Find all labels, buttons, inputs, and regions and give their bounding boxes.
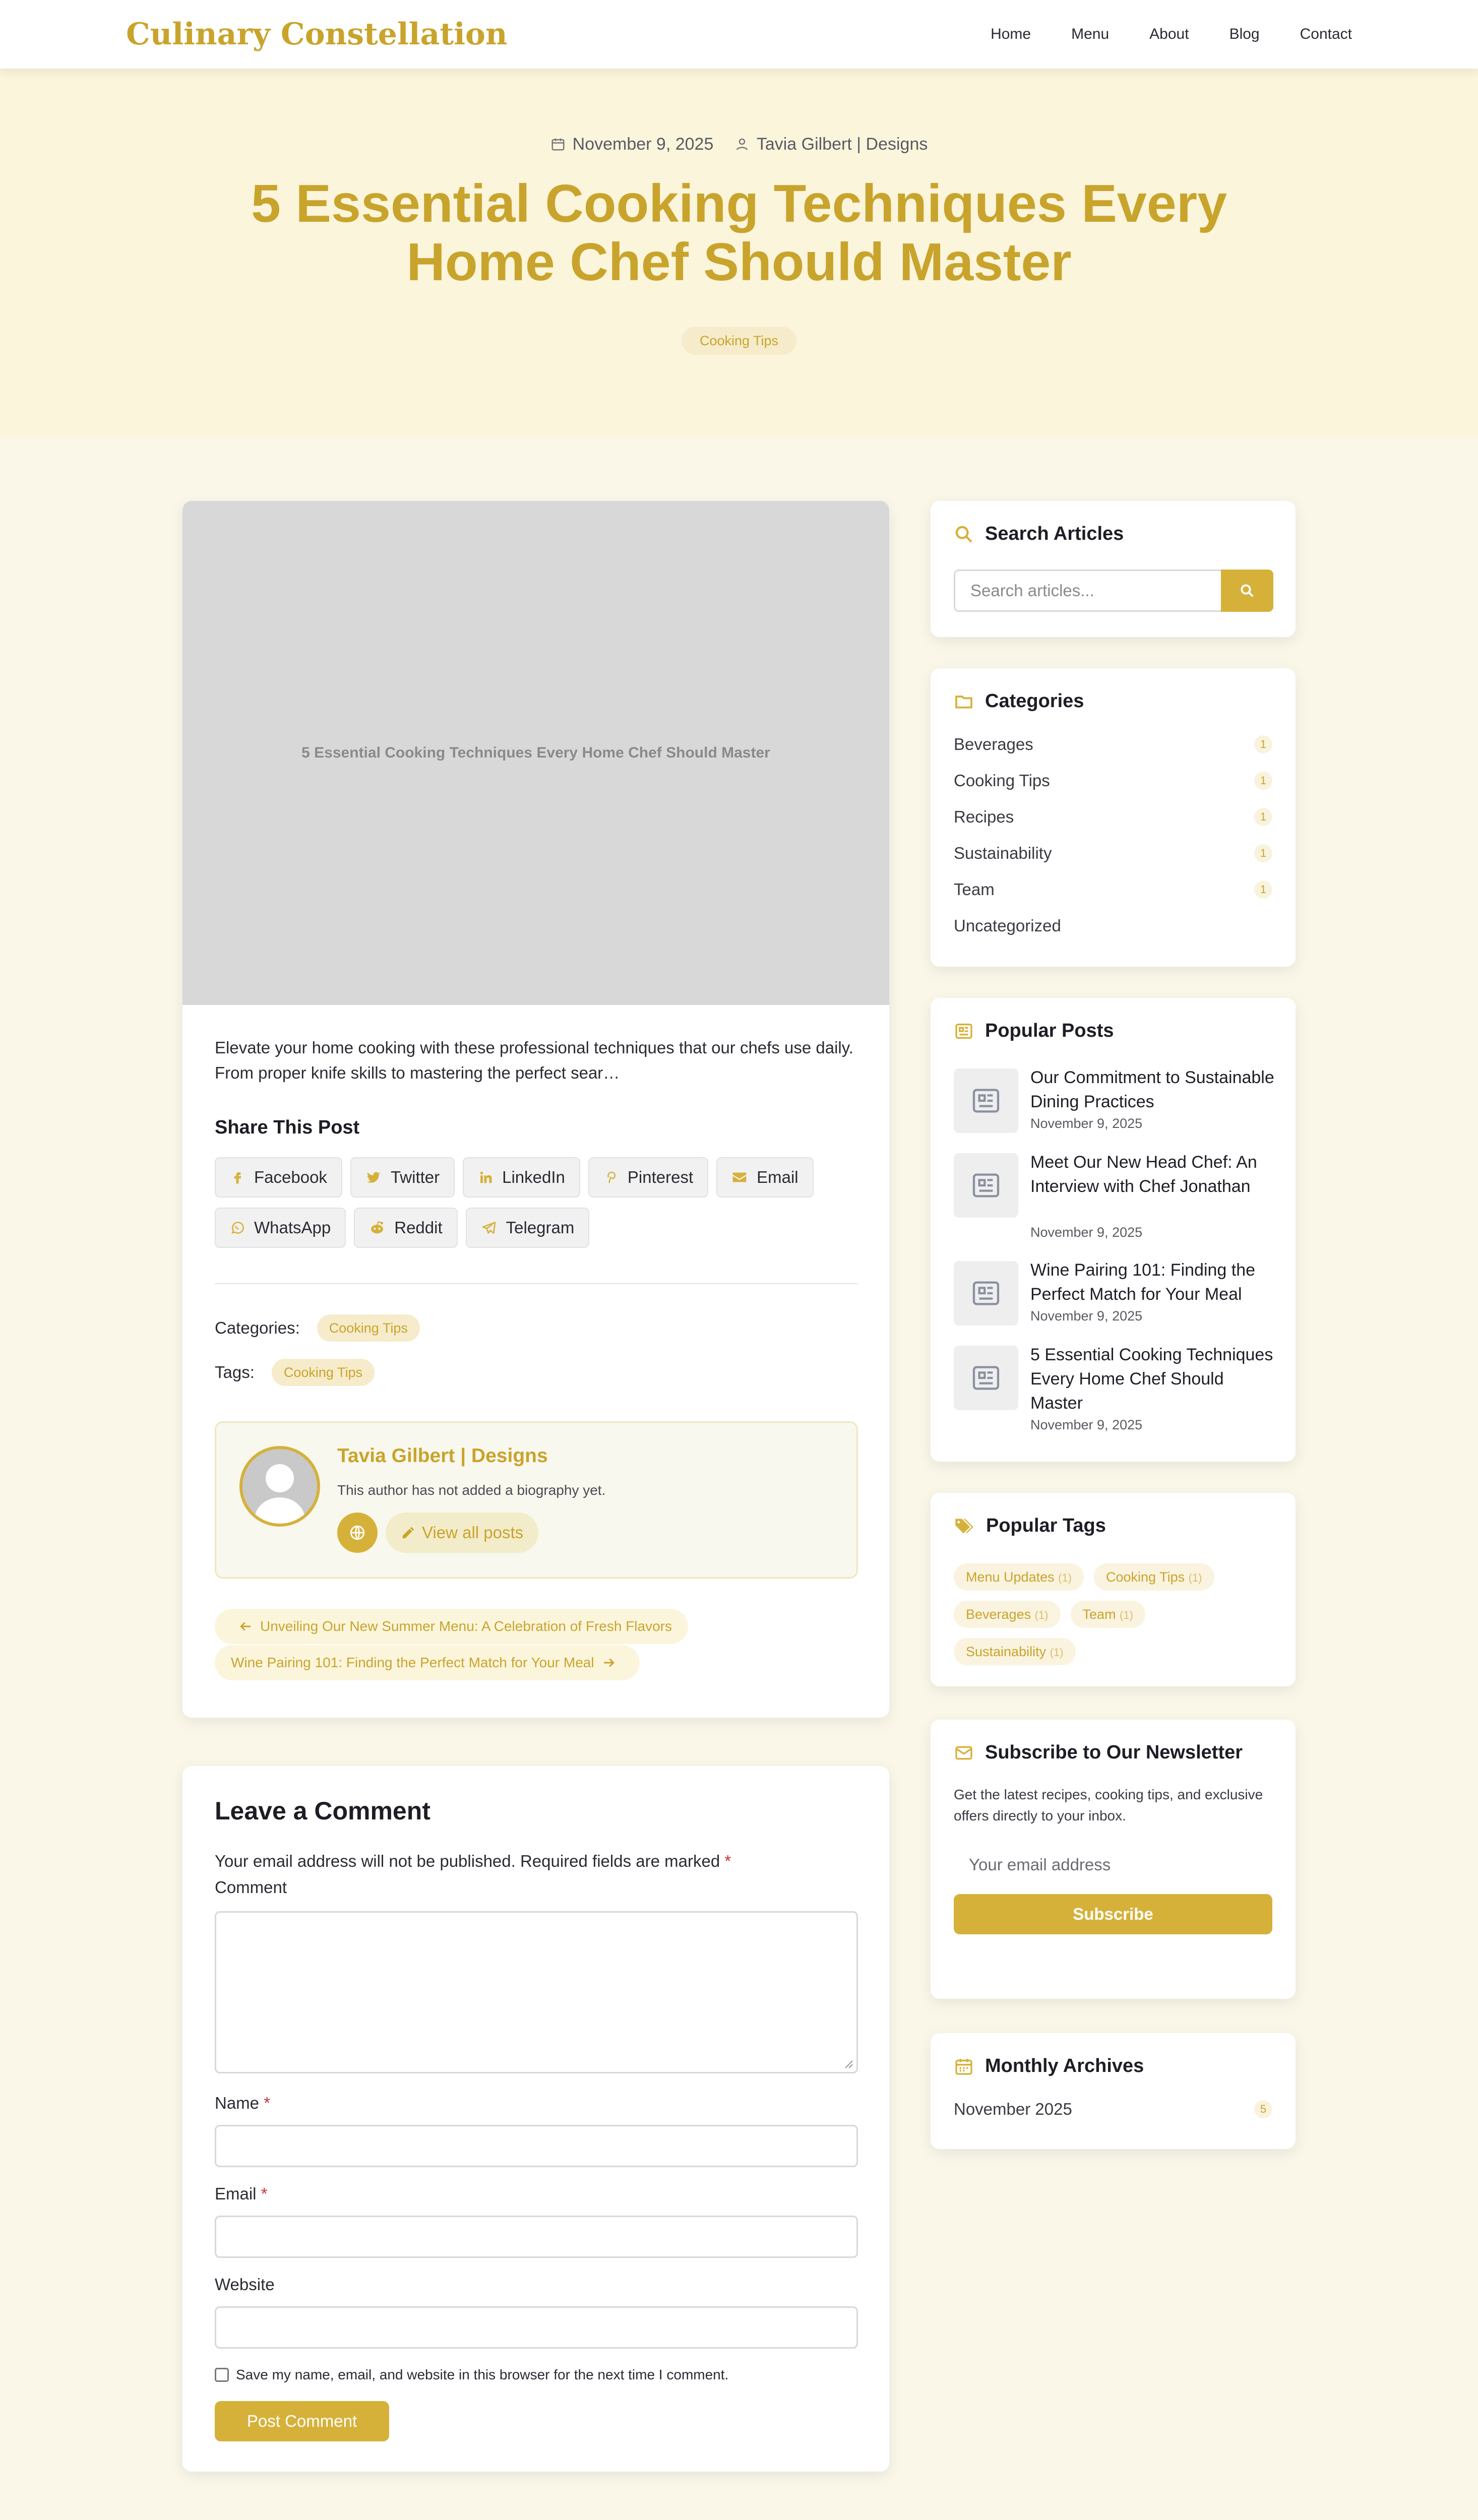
arrow-right-icon — [601, 1655, 617, 1670]
tag-item[interactable]: Beverages (1) — [954, 1601, 1061, 1628]
facebook-icon — [230, 1170, 245, 1185]
post-comment-button[interactable]: Post Comment — [215, 2401, 389, 2441]
newsletter-text: Get the latest recipes, cooking tips, and exclusive offers directly to your inbox. — [954, 1787, 1263, 1823]
search-button[interactable] — [1221, 570, 1273, 612]
author-website-button[interactable] — [337, 1513, 378, 1553]
category-item[interactable]: Recipes 1 — [954, 807, 1272, 827]
popular-tags-widget — [931, 1493, 1296, 1686]
view-all-posts-button[interactable]: View all posts — [386, 1513, 538, 1553]
categories-widget — [931, 668, 1296, 967]
nav-about[interactable]: About — [1149, 26, 1189, 42]
comment-form — [182, 1766, 889, 2472]
count-badge: 1 — [1254, 735, 1272, 753]
name-field[interactable] — [215, 2125, 858, 2167]
folder-icon — [954, 691, 974, 712]
website-label: Website — [215, 2275, 275, 2294]
comment-title: Leave a Comment — [215, 1797, 430, 1825]
share-pinterest-button[interactable]: Pinterest — [588, 1157, 708, 1198]
user-icon — [734, 137, 750, 152]
share-facebook-button[interactable]: Facebook — [215, 1157, 342, 1198]
post-title: 5 Essential Cooking Techniques Every Home Chef Should Master — [251, 174, 1227, 292]
featured-image-alt: 5 Essential Cooking Techniques Every Home Chef Should Master — [301, 744, 770, 761]
post-meta — [0, 132, 1478, 158]
prev-post-link[interactable]: Unveiling Our New Summer Menu: A Celebration of Fresh Flavors — [215, 1609, 688, 1644]
category-item[interactable]: Cooking Tips 1 — [954, 771, 1272, 790]
nav-home[interactable]: Home — [991, 26, 1031, 42]
count-badge: 5 — [1254, 2100, 1272, 2118]
popular-post-item[interactable]: 5 Essential Cooking Techniques Every Home Chef Should Master November 9, 2025 — [954, 1346, 1276, 1436]
tag-item[interactable]: Team (1) — [1071, 1601, 1145, 1628]
archives-title: Monthly Archives — [954, 2055, 1144, 2077]
avatar — [239, 1446, 320, 1527]
linkedin-icon — [478, 1170, 493, 1185]
envelope-icon — [731, 1169, 748, 1185]
archive-item[interactable]: November 2025 5 — [954, 2100, 1272, 2119]
post-date: November 9, 2025 — [572, 135, 714, 154]
popular-post-item[interactable]: Wine Pairing 101: Finding the Perfect Match for Your Meal November 9, 2025 — [954, 1261, 1276, 1332]
article-card — [182, 501, 889, 1718]
envelope-icon — [954, 1743, 974, 1763]
email-label: Email * — [215, 2184, 268, 2203]
search-input[interactable]: Search articles... — [954, 570, 1221, 612]
subscribe-button[interactable]: Subscribe — [954, 1894, 1272, 1934]
share-email-button[interactable]: Email — [716, 1157, 814, 1198]
category-item[interactable]: Team 1 — [954, 880, 1272, 899]
site-header — [0, 0, 1478, 69]
tag-cloud — [954, 1563, 1272, 1665]
tag-pill[interactable]: Cooking Tips — [272, 1359, 375, 1386]
post-excerpt: Elevate your home cooking with these professional techniques that our chefs use daily. From proper knife skills to mastering the perfect sear… — [215, 1038, 853, 1082]
post-categories — [215, 1314, 420, 1342]
newspaper-icon — [954, 1021, 974, 1041]
newspaper-icon — [970, 1362, 1002, 1394]
popular-post-item[interactable]: Our Commitment to Sustainable Dining Practices November 9, 2025 — [954, 1068, 1276, 1139]
share-whatsapp-button[interactable]: WhatsApp — [215, 1208, 346, 1248]
newspaper-icon — [970, 1085, 1002, 1117]
calendar-icon — [550, 137, 566, 152]
calendar-icon — [954, 2056, 974, 2076]
newsletter-widget — [931, 1720, 1296, 1999]
count-badge: 1 — [1254, 880, 1272, 899]
category-item[interactable]: Sustainability 1 — [954, 844, 1272, 863]
tags-icon — [954, 1516, 975, 1536]
post-thumbnail — [954, 1261, 1018, 1326]
reddit-icon — [369, 1220, 385, 1236]
popular-tags-title: Popular Tags — [954, 1515, 1106, 1537]
save-info-checkbox[interactable]: Save my name, email, and website in this browser for the next time I comment. — [215, 2367, 728, 2383]
globe-icon — [349, 1524, 366, 1541]
archives-widget — [931, 2033, 1296, 2149]
featured-image — [182, 501, 889, 1005]
twitter-icon — [365, 1169, 382, 1185]
tags-label: Tags: — [215, 1363, 255, 1381]
share-twitter-button[interactable]: Twitter — [350, 1157, 455, 1198]
comment-notes: Your email address will not be published. Required fields are marked * — [215, 1852, 731, 1870]
next-post-link[interactable]: Wine Pairing 101: Finding the Perfect Match for Your Meal — [215, 1645, 640, 1680]
categories-label: Categories: — [215, 1318, 300, 1337]
count-badge: 1 — [1254, 808, 1272, 826]
share-reddit-button[interactable]: Reddit — [354, 1208, 457, 1248]
divider — [215, 1283, 858, 1284]
comment-textarea[interactable] — [215, 1911, 858, 2073]
category-pill[interactable]: Cooking Tips — [317, 1314, 420, 1342]
newsletter-email-input[interactable]: Your email address — [969, 1855, 1111, 1874]
post-author[interactable]: Tavia Gilbert | Designs — [756, 135, 928, 154]
author-box — [215, 1421, 858, 1579]
share-telegram-button[interactable]: Telegram — [466, 1208, 590, 1248]
search-icon — [1240, 583, 1255, 598]
share-linkedin-button[interactable]: LinkedIn — [463, 1157, 580, 1198]
author-name[interactable]: Tavia Gilbert | Designs — [337, 1445, 548, 1467]
post-thumbnail — [954, 1346, 1018, 1410]
search-widget-title: Search Articles — [954, 523, 1124, 545]
nav-contact[interactable]: Contact — [1300, 26, 1352, 42]
tag-item[interactable]: Sustainability (1) — [954, 1638, 1076, 1665]
popular-posts-title: Popular Posts — [954, 1020, 1114, 1042]
main-nav — [950, 22, 1352, 46]
post-tags — [215, 1359, 375, 1386]
newspaper-icon — [970, 1277, 1002, 1309]
pencil-icon — [401, 1525, 416, 1540]
resize-handle-icon — [843, 2059, 853, 2069]
count-badge: 1 — [1254, 772, 1272, 790]
popular-posts-widget — [931, 998, 1296, 1462]
nav-blog[interactable]: Blog — [1229, 26, 1260, 42]
arrow-left-icon — [238, 1619, 253, 1634]
comment-label: Comment — [215, 1878, 287, 1897]
post-thumbnail — [954, 1153, 1018, 1218]
telegram-icon — [481, 1220, 497, 1236]
checkbox[interactable] — [215, 2368, 229, 2382]
name-label: Name * — [215, 2094, 271, 2112]
category-badge[interactable]: Cooking Tips — [682, 327, 796, 355]
category-item[interactable]: Beverages 1 — [954, 735, 1272, 754]
categories-widget-title: Categories — [954, 690, 1084, 712]
newspaper-icon — [970, 1169, 1002, 1202]
tag-item[interactable]: Cooking Tips (1) — [1094, 1563, 1214, 1591]
whatsapp-icon — [230, 1220, 245, 1235]
share-title: Share This Post — [215, 1117, 360, 1138]
post-thumbnail — [954, 1068, 1018, 1133]
search-widget — [931, 501, 1296, 637]
share-buttons — [215, 1157, 865, 1248]
search-icon — [954, 524, 974, 544]
pinterest-icon — [603, 1170, 619, 1185]
post-hero — [0, 69, 1478, 436]
author-bio: This author has not added a biography yet. — [337, 1482, 606, 1498]
count-badge: 1 — [1254, 844, 1272, 862]
email-field[interactable] — [215, 2216, 858, 2258]
newsletter-title: Subscribe to Our Newsletter — [954, 1742, 1243, 1763]
category-item[interactable]: Uncategorized — [954, 916, 1061, 935]
tag-item[interactable]: Menu Updates (1) — [954, 1563, 1084, 1591]
site-logo[interactable]: Culinary Constellation — [126, 17, 508, 52]
nav-menu[interactable]: Menu — [1071, 26, 1110, 42]
popular-post-item[interactable]: Meet Our New Head Chef: An Interview with Chef Jonathan November 9, 2025 — [954, 1153, 1276, 1244]
website-field[interactable] — [215, 2306, 858, 2349]
